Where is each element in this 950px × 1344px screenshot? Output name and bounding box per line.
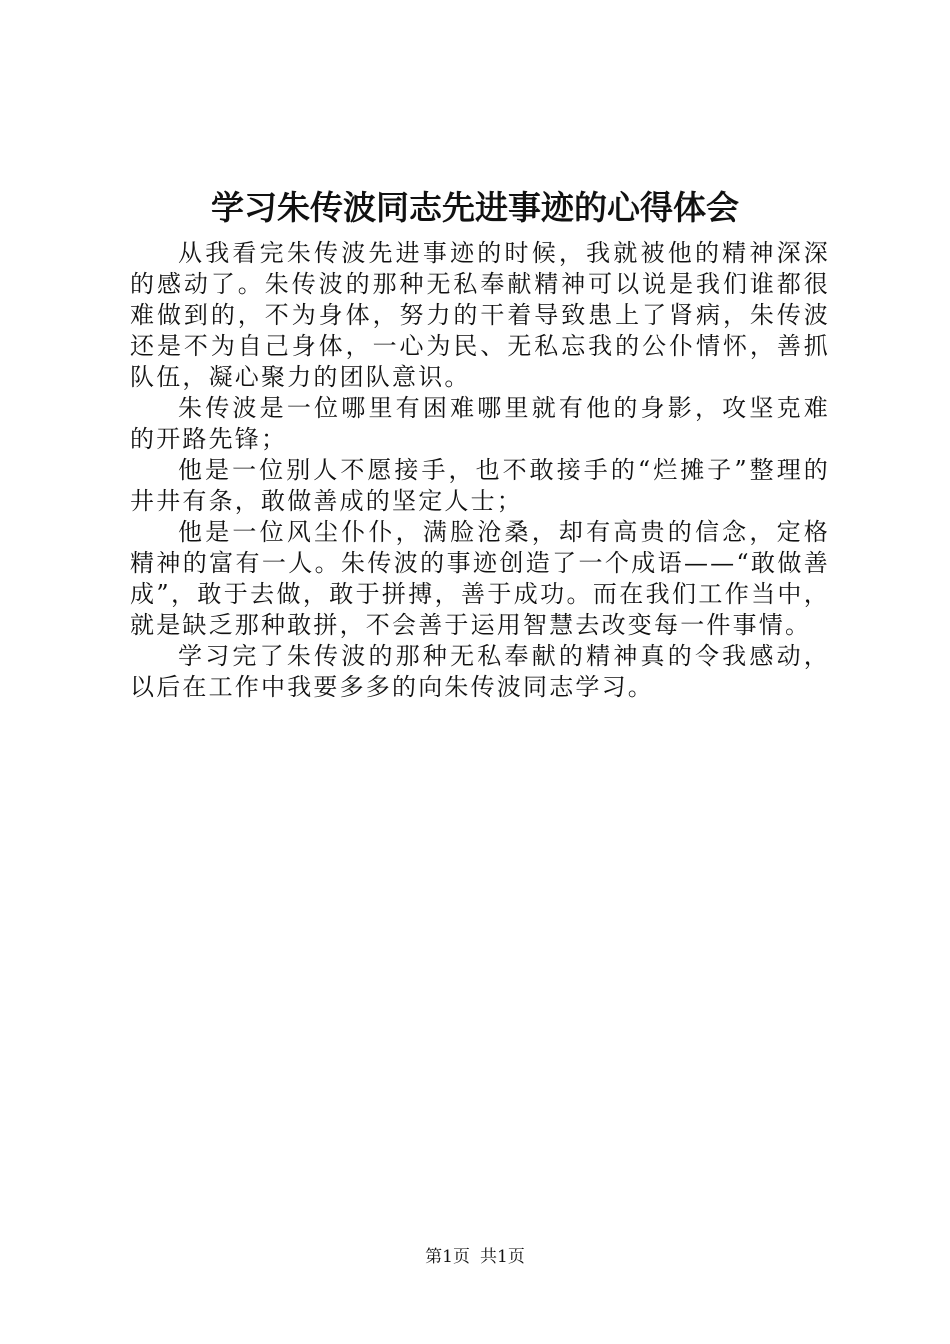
- paragraph-2: 朱传波是一位哪里有困难哪里就有他的身影，攻坚克难的开路先锋；: [130, 394, 830, 453]
- document-title: 学习朱传波同志先进事迹的心得体会: [211, 188, 739, 227]
- paragraph-4: 他是一位风尘仆仆，满脸沧桑，却有高贵的信念，定格精神的富有一人。朱传波的事迹创造了一个成语——“敢做善成”，敢于去做，敢于拼搏，善于成功。而在我们工作当中，就是缺乏那种敢拼，不会善于运用智慧去改变每一件事情。: [130, 518, 830, 639]
- paragraph-1: 从我看完朱传波先进事迹的时候，我就被他的精神深深的感动了。朱传波的那种无私奉献精神可以说是我们谁都很难做到的，不为身体，努力的干着导致患上了肾病，朱传波还是不为自己身体，一心为民、无私忘我的公仆情怀，善抓队伍，凝心聚力的团队意识。: [130, 239, 830, 391]
- page-total: 共1页: [480, 1247, 525, 1267]
- document-body: [130, 238, 830, 703]
- paragraph-5: 学习完了朱传波的那种无私奉献的精神真的令我感动，以后在工作中我要多多的向朱传波同志学习。: [130, 642, 830, 701]
- page-number: 第1页: [425, 1247, 470, 1267]
- page-footer: [0, 1245, 950, 1269]
- paragraph-3: 他是一位别人不愿接手，也不敢接手的“烂摊子”整理的井井有条，敢做善成的坚定人士；: [130, 456, 830, 515]
